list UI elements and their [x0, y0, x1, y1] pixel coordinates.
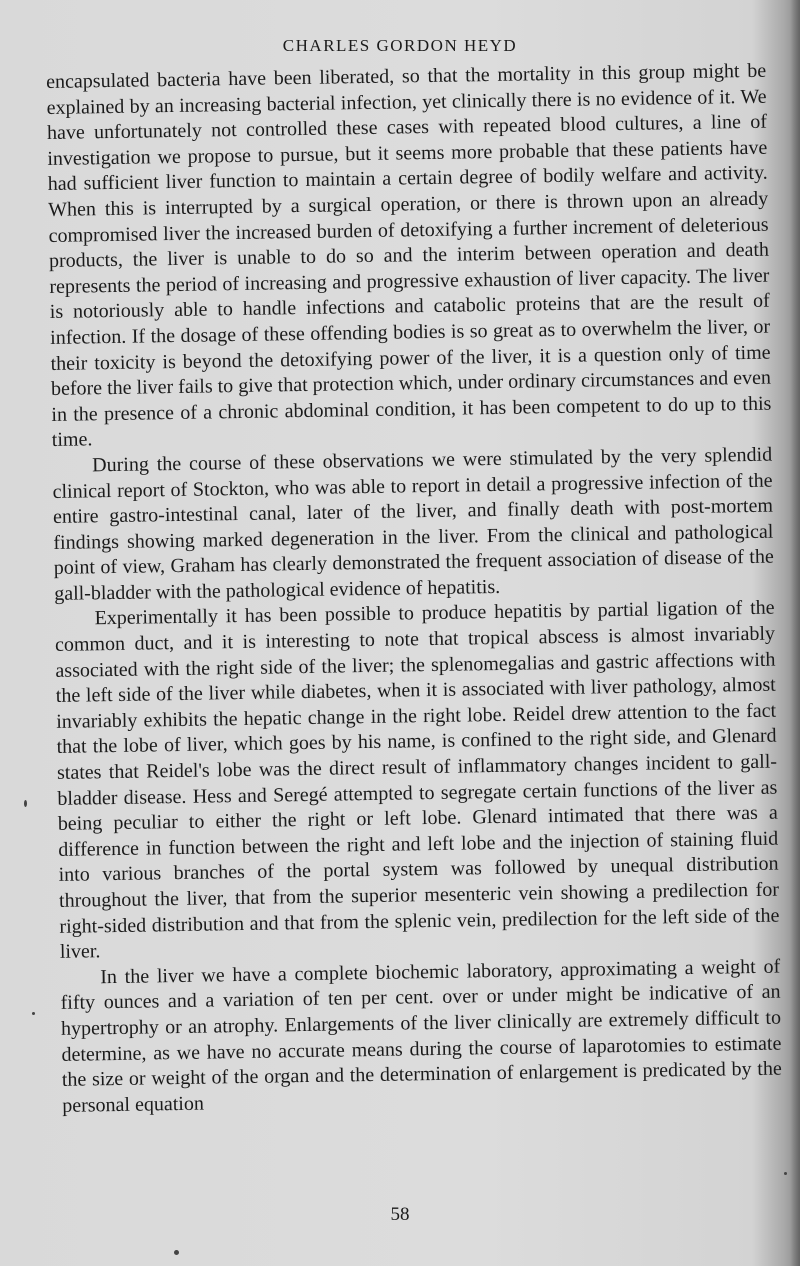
body-text [46, 59, 782, 1120]
page-number: 58 [390, 1204, 410, 1225]
print-speck [784, 1172, 787, 1175]
print-speck [174, 1250, 179, 1255]
paragraph-experimental-hepatitis: Experimentally it has been possible to produce hepatitis by partial ligation of the common duct, and it is interesting to note that tropical abscess is almost invariably associated with the right side of the liver; the splenomegalias and gastric affections with the left side of the liver while diabetes, when it is associated with liver pathology, almost invariably exhibits the hepatic change in the right lobe. Reidel drew attention to the fact that the lobe of liver, which goes by his name, is confined to the right side, and Glenard states that Reidel's lobe was the direct result of inflammatory changes incident to gall-bladder disease. Hess and Seregé attempted to segregate certain functions of the liver as being peculiar to either the right or left lobe. Glenard intimated that there was a difference in function between the right and left lobe and the injection of staining fluid into various branches of the portal system was followed by unequal distribution throughout the liver, that from the superior mesenteric vein showing a predilection for right-sided distribution and that from the splenic vein, predilection for the left side of the liver. [54, 597, 780, 964]
page-edge-shadow [790, 0, 800, 1266]
paragraph-stockton: During the course of these observations we were stimulated by the very splendid clinical report of Stockton, who was able to report in detail a progressive infection of the entire gastro-intestinal canal, later of the liver, and finally death with post-mortem findings showing marked degeneration in the liver. From the clinical and pathological point of view, Graham has clearly demonstrated the frequent association of disease of the gall-bladder with the pathological evidence of hepatitis. [52, 443, 774, 605]
print-speck [32, 1012, 35, 1015]
print-speck [24, 800, 27, 807]
paragraph-continued: encapsulated bacteria have been liberated, so that the mortality in this group might be explained by an increasing bacterial infection, yet clinically there is no evidence of it. We have unfortunately not controlled these cases with repeated blood cultures, a line of investigation we propose to pursue, but it seems more probable that these patients have had sufficient liver function to maintain a certain degree of bodily welfare and activity. When this is interrupted by a surgical operation, or there is thrown upon an already compromised liver the increased burden of detoxifying a further increment of deleterious products, the liver is unable to do so and the interim between operation and death represents the period of increasing and progressive exhaustion of liver capacity. The liver is notoriously able to handle infections and catabolic proteins that are the result of infection. If the dosage of these offending bodies is so great as to overwhelm the liver, or their toxicity is beyond the detoxifying power of the liver, it is a question only of time before the liver fails to give that protection which, under ordinary circumstances and even in the presence of a chronic abdominal condition, it has been competent to do up to this time. [46, 59, 772, 452]
running-header: CHARLES GORDON HEYD [282, 36, 518, 55]
paragraph-biochemic-laboratory: In the liver we have a complete biochemic laboratory, approximating a weight of fifty ounces and a variation of ten per cent. over or under might be indicative of an hypertrophy or an atrophy. Enlargements of the liver clinically are extremely difficult to determine, as we have no accurate means during the course of laparotomies to estimate the size or weight of the organ and the determination of enlargement is predicated by the personal equation [60, 955, 782, 1117]
